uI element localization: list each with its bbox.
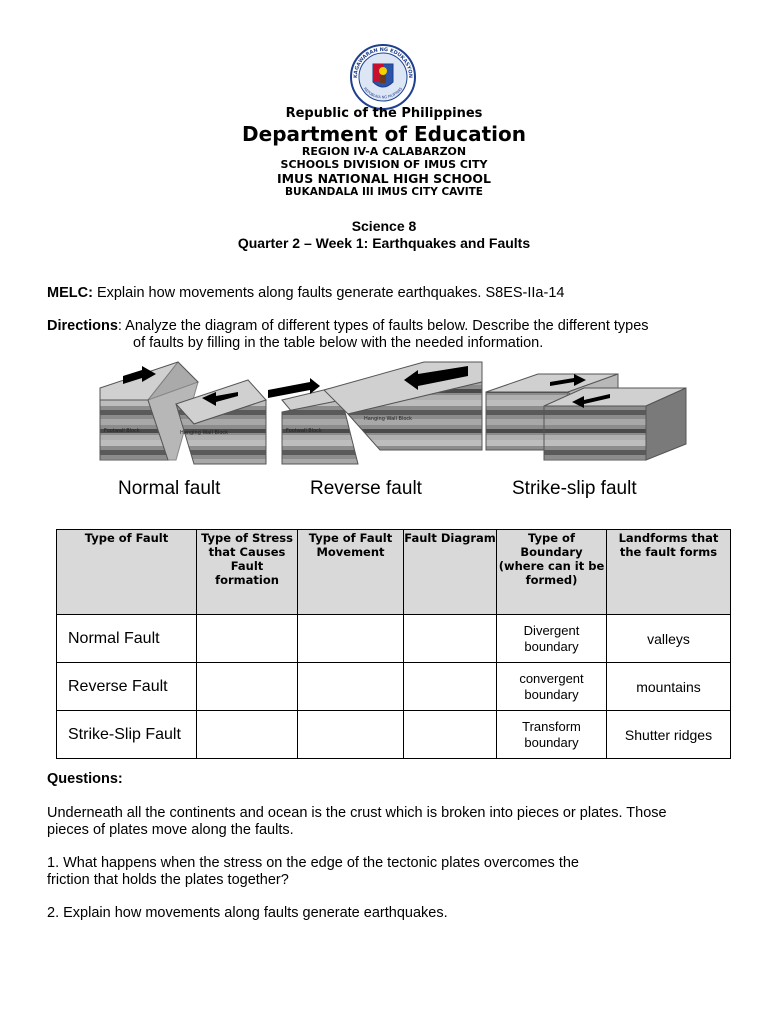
normal-fault-diagram xyxy=(100,362,266,464)
svg-text:Footwall Block: Footwall Block xyxy=(286,428,322,434)
reverse-fault-label: Reverse fault xyxy=(310,478,422,499)
republic-text: Republic of the Philippines xyxy=(285,106,483,121)
svg-text:Footwall Block: Footwall Block xyxy=(104,428,140,434)
table-row xyxy=(57,615,731,663)
division-text: SCHOOLS DIVISION OF IMUS CITY xyxy=(280,158,488,171)
landform-cell: Shutter ridges xyxy=(607,711,731,759)
boundary-cell: convergent boundary xyxy=(497,663,607,711)
fault-name-cell: Reverse Fault xyxy=(57,663,197,711)
table-header-row xyxy=(57,530,731,615)
header-type-of-stress: Type of Stress that Causes Fault formation xyxy=(197,530,298,615)
subject-title: Science 8 xyxy=(351,218,417,234)
svg-text:Hanging Wall Block: Hanging Wall Block xyxy=(180,430,229,436)
boundary-cell: Transform boundary xyxy=(497,711,607,759)
department-title: Department of Education xyxy=(242,122,526,146)
melc-label: MELC: xyxy=(47,285,93,301)
diagram-answer-cell[interactable] xyxy=(404,711,497,759)
svg-text:Hanging Wall Block: Hanging Wall Block xyxy=(364,416,413,422)
fault-information-table xyxy=(56,529,731,759)
header-type-of-fault: Type of Fault xyxy=(57,530,197,615)
landform-cell: valleys xyxy=(607,615,731,663)
directions-label: Directions xyxy=(47,318,118,334)
region-text: REGION IV-A CALABARZON xyxy=(301,145,467,158)
directions-text-line2: of faults by filling in the table below with the needed information. xyxy=(133,335,544,351)
svg-text:REPUBLIKA NG PILIPINAS: REPUBLIKA NG PILIPINAS xyxy=(362,86,404,100)
stress-answer-cell[interactable] xyxy=(197,711,298,759)
header-fault-diagram: Fault Diagram xyxy=(404,530,497,615)
fault-name-cell: Normal Fault xyxy=(57,615,197,663)
movement-answer-cell[interactable] xyxy=(298,711,404,759)
strike-slip-fault-diagram xyxy=(486,374,686,460)
deped-seal-logo xyxy=(345,44,421,110)
header-fault-movement: Type of Fault Movement xyxy=(298,530,404,615)
directions-text-line1: : Analyze the diagram of different types of faults below. Describe the different types xyxy=(117,318,649,334)
stress-answer-cell[interactable] xyxy=(197,663,298,711)
landform-cell: mountains xyxy=(607,663,731,711)
school-name: IMUS NATIONAL HIGH SCHOOL xyxy=(276,171,492,186)
boundary-cell: Divergent boundary xyxy=(497,615,607,663)
reverse-fault-diagram xyxy=(268,362,482,464)
fault-name-cell: Strike-Slip Fault xyxy=(57,711,197,759)
school-address: BUKANDALA III IMUS CITY CAVITE xyxy=(285,186,483,198)
normal-fault-label: Normal fault xyxy=(118,478,221,499)
movement-answer-cell[interactable] xyxy=(298,615,404,663)
lesson-title: Quarter 2 – Week 1: Earthquakes and Faults xyxy=(237,235,531,251)
diagram-answer-cell[interactable] xyxy=(404,663,497,711)
directions-paragraph xyxy=(47,318,727,352)
header-landforms: Landforms that the fault forms xyxy=(607,530,731,615)
diagram-answer-cell[interactable] xyxy=(404,615,497,663)
svg-text:KAGAWARAN NG EDUKASYON: KAGAWARAN NG EDUKASYON xyxy=(352,46,414,79)
movement-answer-cell[interactable] xyxy=(298,663,404,711)
questions-label: Questions: xyxy=(47,771,123,787)
question-1: 1. What happens when the stress on the edge of the tectonic plates overcomes the friction that holds the plates together? xyxy=(47,855,579,888)
header-type-of-boundary: Type of Boundary (where can it be formed) xyxy=(497,530,607,615)
melc-paragraph xyxy=(47,285,564,302)
table-row xyxy=(57,711,731,759)
strike-slip-fault-label: Strike-slip fault xyxy=(512,478,637,499)
melc-text: Explain how movements along faults generate earthquakes. S8ES-IIa-14 xyxy=(92,285,565,301)
stress-answer-cell[interactable] xyxy=(197,615,298,663)
table-row xyxy=(57,663,731,711)
questions-intro: Underneath all the continents and ocean is the crust which is broken into pieces or plates. Those pieces of plates move along the faults. xyxy=(47,805,667,838)
question-2: 2. Explain how movements along faults generate earthquakes. xyxy=(47,905,448,921)
